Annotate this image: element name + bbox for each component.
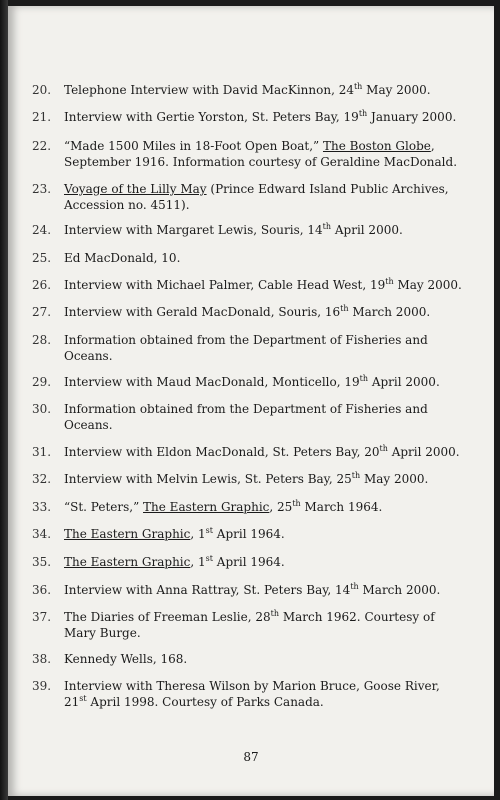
endnote-text-segment: April 2000.	[368, 375, 440, 389]
endnote-number: 36.	[32, 583, 52, 597]
endnote-text	[64, 582, 464, 598]
endnote-text-segment: May 2000.	[362, 83, 431, 97]
endnote-text-segment: Interview with Maud MacDonald, Monticello, 19	[64, 375, 360, 389]
endnote-text-segment: Interview with Michael Palmer, Cable Head West, 19	[64, 278, 386, 292]
endnote-text	[64, 332, 464, 364]
endnote-text	[64, 499, 464, 515]
endnote-text-segment: Interview with Gertie Yorston, St. Peters Bay, 19	[64, 110, 359, 124]
endnote-text-segment: Interview with Eldon MacDonald, St. Peters Bay, 20	[64, 445, 380, 459]
endnote-text-segment: Interview with Theresa Wilson by Marion Bruce, Goose River, 21	[64, 679, 440, 709]
endnote-text	[64, 181, 464, 213]
publication-title: The Eastern Graphic	[64, 527, 191, 541]
endnote-text-segment: “St. Peters,”	[64, 500, 144, 514]
publication-title: The Eastern Graphic	[64, 555, 191, 569]
ordinal-suffix: th	[350, 582, 359, 591]
endnote-text	[64, 678, 464, 710]
endnote-text-segment: March 2000.	[358, 583, 441, 597]
ordinal-suffix: th	[340, 304, 349, 313]
ordinal-suffix: th	[385, 277, 394, 286]
ordinal-suffix: th	[322, 222, 332, 231]
endnote-text	[64, 250, 464, 266]
endnote-text	[64, 222, 464, 238]
ordinal-suffix: th	[353, 82, 363, 91]
endnote-text	[64, 82, 464, 98]
endnote-number: 26.	[32, 278, 52, 292]
endnote-text-segment: April 2000.	[331, 223, 403, 237]
endnote-text-segment: March 2000.	[348, 305, 431, 319]
endnote-number: 38.	[32, 652, 52, 666]
endnote-number: 27.	[32, 305, 52, 319]
endnote-text-segment: The Diaries of Freeman Leslie, 28	[64, 610, 271, 624]
endnote-text-segment: March 1964.	[300, 500, 383, 514]
endnote-text-segment: Interview with Gerald MacDonald, Souris, 16	[64, 305, 341, 319]
endnote-number: 24.	[32, 223, 52, 237]
endnote-text-segment: April 2000.	[387, 445, 460, 459]
ordinal-suffix: st	[79, 694, 87, 703]
endnote-text-segment: March 1962. Courtesy of Mary Burge.	[64, 610, 435, 640]
endnote-number: 32.	[32, 472, 52, 486]
ordinal-suffix: th	[351, 471, 361, 480]
ordinal-suffix: st	[205, 526, 213, 535]
endnote-text-segment: April 1964.	[212, 527, 285, 541]
endnote-text-segment: , September 1916. Information courtesy of Geraldine MacDonald.	[64, 139, 458, 169]
endnote-number: 30.	[32, 402, 52, 416]
endnote-text-segment: Information obtained from the Department of Fisheries and Oceans.	[64, 333, 428, 363]
publication-title: The Boston Globe	[322, 139, 431, 153]
endnote-text-segment: , 1	[190, 527, 206, 541]
book-page	[8, 6, 494, 796]
endnote-number: 23.	[32, 182, 52, 196]
endnote-text-segment: , 1	[190, 555, 206, 569]
ordinal-suffix: th	[358, 109, 368, 118]
endnote-text	[64, 609, 464, 641]
endnote-text-segment: Kennedy Wells, 168.	[64, 652, 188, 666]
endnote-text-segment: April 1964.	[212, 555, 285, 569]
endnote-number: 22.	[32, 139, 52, 153]
endnote-text-segment: “Made 1500 Miles in 18-Foot Open Boat,”	[64, 139, 323, 153]
endnote-text	[64, 444, 464, 460]
endnote-text-segment: Interview with Melvin Lewis, St. Peters Bay, 25	[64, 472, 352, 486]
endnote-number: 35.	[32, 555, 52, 569]
page-number: 87	[243, 750, 259, 764]
endnote-text	[64, 401, 464, 433]
endnote-number: 25.	[32, 251, 52, 265]
endnote-text-segment: Telephone Interview with David MacKinnon, 24	[64, 83, 354, 97]
endnote-text	[64, 277, 464, 293]
endnote-text	[64, 374, 464, 390]
endnote-number: 39.	[32, 679, 52, 693]
endnote-text	[64, 304, 464, 320]
endnote-number: 34.	[32, 527, 52, 541]
endnote-number: 31.	[32, 445, 52, 459]
endnote-text-segment: , 25	[269, 500, 293, 514]
endnote-text	[64, 651, 464, 667]
endnote-number: 20.	[32, 83, 52, 97]
publication-title: Voyage of the Lilly May	[64, 182, 207, 196]
endnote-text	[64, 554, 464, 570]
ordinal-suffix: st	[205, 554, 213, 563]
endnote-text-segment: May 2000.	[393, 278, 462, 292]
ordinal-suffix: th	[379, 444, 388, 453]
endnote-text	[64, 526, 464, 542]
endnote-text-segment: Interview with Anna Rattray, St. Peters Bay, 14	[64, 583, 351, 597]
endnote-number: 28.	[32, 333, 52, 347]
endnote-text-segment: May 2000.	[360, 472, 429, 486]
endnote-text	[64, 471, 464, 487]
book-spine-shadow	[0, 0, 8, 800]
ordinal-suffix: th	[292, 499, 301, 508]
endnote-text	[64, 138, 464, 170]
endnote-text-segment: Interview with Margaret Lewis, Souris, 14	[64, 223, 323, 237]
endnote-text-segment: April 1998. Courtesy of Parks Canada.	[86, 695, 324, 709]
endnote-text-segment: (Prince Edward Island Public Archives, Accession no. 4511).	[64, 182, 449, 212]
ordinal-suffix: th	[270, 609, 280, 618]
endnote-text-segment: Information obtained from the Department of Fisheries and Oceans.	[64, 402, 428, 432]
publication-title: The Eastern Graphic	[143, 500, 270, 514]
endnote-text-segment: Ed MacDonald, 10.	[64, 251, 181, 265]
endnote-number: 37.	[32, 610, 52, 624]
endnote-text-segment: January 2000.	[367, 110, 457, 124]
endnote-number: 21.	[32, 110, 52, 124]
endnote-text	[64, 109, 464, 125]
endnote-number: 29.	[32, 375, 52, 389]
endnote-number: 33.	[32, 500, 52, 514]
ordinal-suffix: th	[359, 374, 369, 383]
